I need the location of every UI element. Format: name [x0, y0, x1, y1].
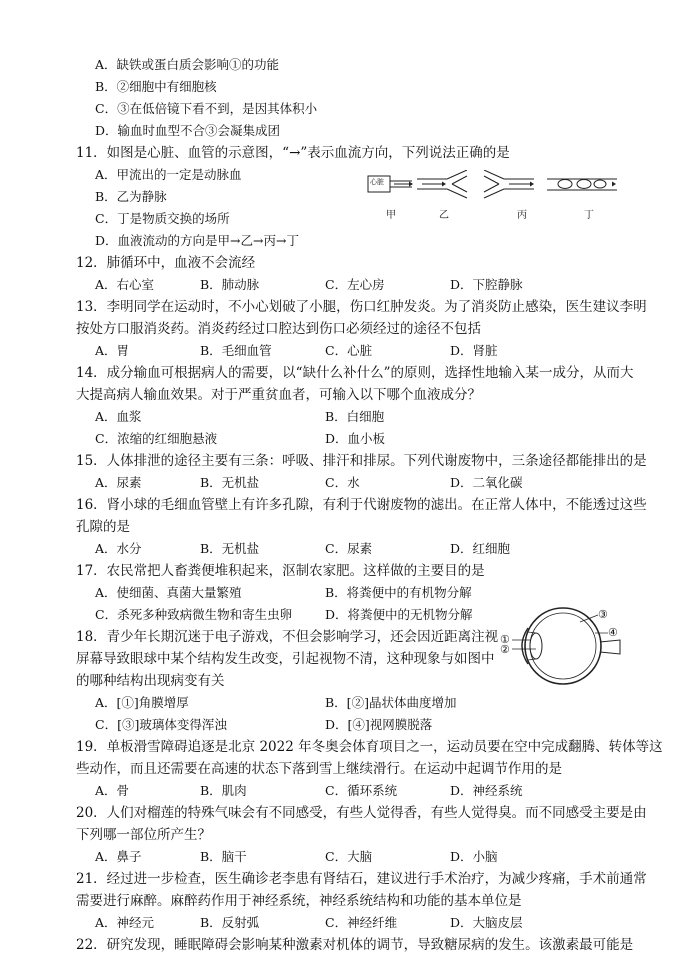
q15-option-d: D．二氧化碳: [450, 475, 523, 490]
q11-option-b: B．乙为静脉: [95, 189, 167, 204]
q18-stem-line-3: 的哪种结构出现病变有关: [76, 673, 225, 689]
eyeball-diagram: [498, 602, 628, 692]
q20-option-b: B．脑干: [200, 849, 247, 864]
q14-option-d: D．血小板: [325, 431, 386, 446]
q13-stem-line-1: 13．李明同学在运动时，不小心划破了小腿，伤口红肿发炎。为了消炎防止感染，医生建议李明: [76, 299, 647, 315]
q15-option-a: A．尿素: [95, 475, 142, 490]
q20-stem-line-1: 20．人们对榴莲的特殊气味会有不同感受，有些人觉得香，有些人觉得臭。而不同感受主要是由: [76, 805, 647, 821]
q18-option-a: A．[①]角膜增厚: [95, 695, 189, 710]
q21-option-a: A．神经元: [95, 915, 155, 930]
q14-stem-line-1: 14．成分输血可根据病人的需要，以“缺什么补什么”的原则，选择性地输入某一成分，从而大: [76, 365, 634, 381]
q21-option-d: D．大脑皮层: [450, 915, 523, 930]
q16-option-d: D．红细胞: [450, 541, 511, 556]
q17-stem: 17．农民常把人畜粪便堆积起来，沤制农家肥。这样做的主要目的是: [76, 563, 485, 579]
q15-option-c: C．水: [325, 475, 360, 490]
q21-option-c: C．神经纤维: [325, 915, 398, 930]
q14-option-a: A．血浆: [95, 409, 142, 424]
q16-option-a: A．水分: [95, 541, 142, 556]
q21-stem-line-2: 需要进行麻醉。麻醉药作用于神经系统，神经系统结构和功能的基本单位是: [76, 893, 522, 909]
q14-option-c: C．浓缩的红细胞悬液: [95, 431, 218, 446]
q16-stem-line-1: 16．肾小球的毛细血管壁上有许多孔隙，有利于代谢废物的滤出。在正常人体中，不能透过这些: [76, 497, 647, 513]
q21-stem-line-1: 21．经过进一步检查，医生确诊老李患有肾结石，建议进行手术治疗，为减少疼痛，手术前通常: [76, 871, 647, 887]
vessel-diagram: [362, 170, 632, 220]
q13-option-b: B．毛细血管: [200, 343, 272, 358]
q11-option-c: C．丁是物质交换的场所: [95, 211, 230, 226]
q11-stem: 11．如图是心脏、血管的示意图，“→”表示血流方向，下列说法正确的是: [76, 145, 510, 161]
q12-option-c: C．左心房: [325, 277, 385, 292]
q19-stem-line-2: 些动作，而且还需要在高速的状态下落到雪上继续滑行。在运动中起调节作用的是: [76, 761, 562, 777]
q17-option-a: A．使细菌、真菌大量繁殖: [95, 585, 242, 600]
q11-option-d: D．血液流动的方向是甲→乙→丙→丁: [95, 233, 299, 248]
q10-option-c: C．③在低倍镜下看不到，是因其体积小: [95, 101, 318, 116]
q20-option-c: C．大脑: [325, 849, 373, 864]
eye-label-1: ①: [500, 633, 510, 646]
q16-option-b: B．无机盐: [200, 541, 260, 556]
q19-option-b: B．肌肉: [200, 783, 247, 798]
q16-option-c: C．尿素: [325, 541, 373, 556]
q17-option-d: D．将粪便中的无机物分解: [325, 607, 473, 622]
eye-label-2: ②: [500, 643, 510, 656]
q10-option-a: A．缺铁或蛋白质会影响①的功能: [95, 57, 280, 72]
q13-option-d: D．肾脏: [450, 343, 498, 358]
q10-option-d: D．输血时血型不合③会凝集成团: [95, 123, 281, 138]
q18-option-b: B．[②]晶状体曲度增加: [325, 695, 457, 710]
vessel-label-ding: 丁: [584, 210, 594, 221]
q12-option-d: D．下腔静脉: [450, 277, 523, 292]
q18-stem-line-2: 屏幕导致眼球中某个结构发生改变，引起视物不清，这种现象与如图中: [76, 651, 495, 667]
heart-label: 心脏: [370, 178, 384, 186]
q10-option-b: B．②细胞中有细胞核: [95, 79, 217, 94]
eyeball-diagram-svg: [498, 602, 628, 692]
q16-stem-line-2: 孔隙的是: [76, 519, 130, 535]
q17-option-b: B．将粪便中的有机物分解: [325, 585, 472, 600]
eye-label-4: ④: [608, 626, 618, 639]
q20-stem-line-2: 下列哪一部位所产生？: [76, 827, 211, 843]
q17-option-c: C．杀死多种致病微生物和寄生虫卵: [95, 607, 293, 622]
vessel-label-yi: 乙: [439, 210, 449, 221]
q19-option-c: C．循环系统: [325, 783, 398, 798]
q13-option-c: C．心脏: [325, 343, 373, 358]
vessel-label-jia: 甲: [386, 210, 396, 221]
q12-option-b: B．肺动脉: [200, 277, 260, 292]
q19-option-a: A．骨: [95, 783, 130, 798]
q18-stem-line-1: 18．青少年长期沉迷于电子游戏，不但会影响学习，还会因近距离注视: [76, 629, 499, 645]
q14-stem-line-2: 大提高病人输血效果。对于严重贫血者，可输入以下哪个血液成分？: [76, 387, 481, 403]
q15-stem: 15．人体排泄的途径主要有三条：呼吸、排汗和排尿。下列代谢废物中，三条途径都能排出的是: [76, 453, 647, 469]
q21-option-b: B．反射弧: [200, 915, 260, 930]
q13-option-a: A．胃: [95, 343, 130, 358]
q14-option-b: B．白细胞: [325, 409, 385, 424]
q15-option-b: B．无机盐: [200, 475, 260, 490]
q19-stem-line-1: 19．单板滑雪障碍追逐是北京 2022 年冬奥会体育项目之一，运动员要在空中完成翻腾、转体等这: [76, 739, 663, 755]
q11-option-a: A．甲流出的一定是动脉血: [95, 167, 242, 182]
q20-option-d: D．小脑: [450, 849, 498, 864]
vessel-label-bing: 丙: [517, 210, 527, 221]
q12-option-a: A．右心室: [95, 277, 155, 292]
q12-stem: 12．肺循环中，血液不会流经: [76, 255, 256, 271]
q20-option-a: A．鼻子: [95, 849, 142, 864]
q19-option-d: D．神经系统: [450, 783, 523, 798]
q13-stem-line-2: 按处方口服消炎药。消炎药经过口腔达到伤口必须经过的途径不包括: [76, 321, 481, 337]
eye-label-3: ③: [598, 608, 608, 621]
q18-option-d: D．[④]视网膜脱落: [325, 717, 433, 732]
q22-stem: 22．研究发现，睡眠障碍会影响某种激素对机体的调节，导致糖尿病的发生。该激素最可能是: [76, 937, 634, 953]
q18-option-c: C．[③]玻璃体变得浑浊: [95, 717, 227, 732]
